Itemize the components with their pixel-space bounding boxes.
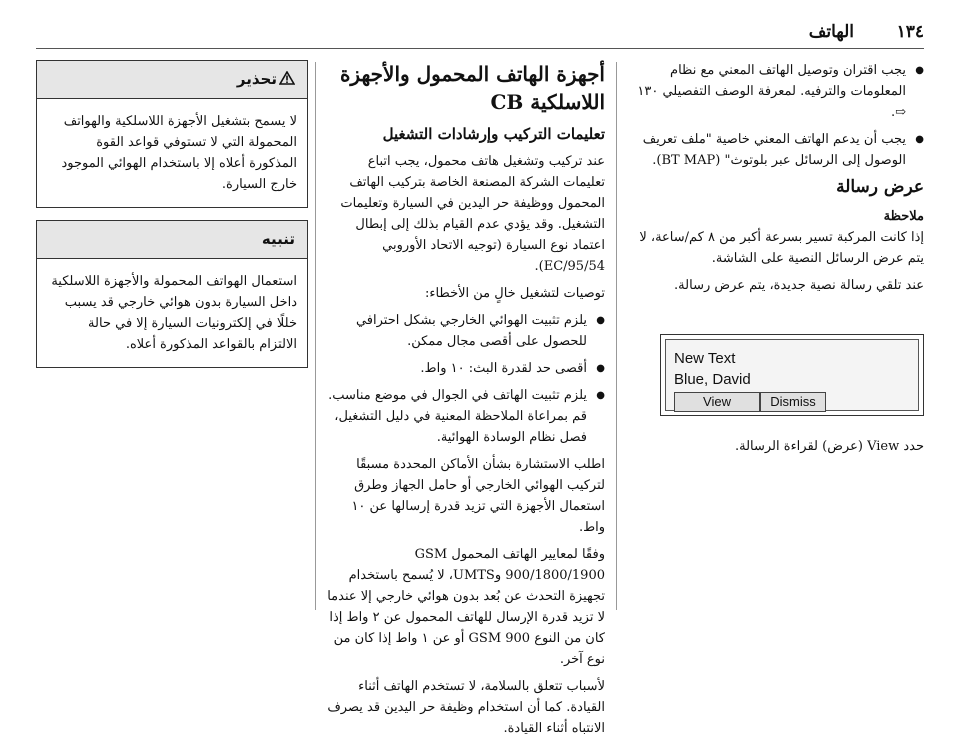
dismiss-button: Dismiss bbox=[760, 392, 826, 412]
section-title: أجهزة الهاتف المحمول والأجهزة اللاسلكية CB bbox=[339, 62, 605, 114]
caution-text: استعمال الهواتف المحمولة والأجهزة اللاسلكية داخل السيارة بدون هوائي خارجي قد يسبب خللًا في إلكترونيات السيارة إلا في حالة الالتزام بالقواعد المذكورة أعلاه. bbox=[51, 274, 297, 352]
column-divider-right bbox=[616, 62, 617, 610]
column-divider-left bbox=[315, 62, 316, 610]
list-item: ● يجب أن يدعم الهاتف المعني خاصية "ملف تعريف الوصول إلى الرسائل عبر بلوتوث" (BT MAP). bbox=[632, 129, 924, 171]
left-column bbox=[36, 60, 308, 380]
screen-display bbox=[665, 339, 919, 411]
screen-sender-name: Blue, David bbox=[674, 371, 751, 388]
warning-heading: تحذير bbox=[236, 70, 277, 88]
message-screen-illustration bbox=[660, 334, 924, 416]
note-text: إذا كانت المركبة تسير بسرعة أكبر من ٨ كم/ساعة، لا يتم عرض الرسائل النصية على الشاشة. bbox=[639, 230, 924, 266]
recommendations-list bbox=[325, 310, 605, 448]
select-view-text: حدد View (عرض) لقراءة الرسالة. bbox=[734, 439, 924, 454]
caution-box bbox=[36, 220, 308, 368]
paragraph: وفقًا لمعايير الهاتف المحمول GSM 900/1800/1900 وUMTS، لا يُسمح باستخدام تجهيزة التحدث عن بُعد بدون هوائي خارجي إلا عندما لا تزيد قدرة الإرسال للهاتف المحمول عن ٢ واط إذا كان من النوع GSM 900 أو عن ١ واط إذا كان من نوع آخر. bbox=[327, 547, 605, 667]
list-item: ● يلزم تثبيت الهوائي الخارجي بشكل احترافي للحصول على أقصى مجال ممكن. bbox=[325, 310, 605, 352]
list-item: ● يجب اقتران وتوصيل الهاتف المعني مع نظام المعلومات والترفيه. لمعرفة الوصف التفصيلي ١٣٠ ⇨. bbox=[632, 60, 924, 123]
view-button: View bbox=[674, 392, 760, 412]
warning-header bbox=[37, 61, 307, 99]
paragraph: عند تركيب وتشغيل هاتف محمول، يجب اتباع تعليمات الشركة المصنعة الخاصة بتركيب الهاتف المحمول ووظيفة حر اليدين في السيارة وتعليمات التشغيل. وقد يؤدي عدم القيام بذلك إلى إبطال اعتماد نوع السيارة (توجيه الاتحاد الأوروبي 95/54/EC). bbox=[340, 154, 605, 274]
list-item: ● أقصى حد لقدرة البث: ١٠ واط. bbox=[325, 358, 605, 379]
page-number: ١٣٤ bbox=[896, 22, 924, 42]
incoming-message-text: عند تلقي رسالة نصية جديدة، يتم عرض رسالة. bbox=[674, 278, 924, 293]
screen-new-text-label: New Text bbox=[674, 350, 736, 367]
paragraph: اطلب الاستشارة بشأن الأماكن المحددة مسبقًا لتركيب الهوائي الخارجي أو حامل الجهاز وطرق استعمال الأجهزة التي تزيد قدرة إرسالها عن ١٠ واط. bbox=[351, 457, 605, 535]
subsection-title: تعليمات التركيب وإرشادات التشغيل bbox=[382, 125, 605, 143]
paragraph: توصيات لتشغيل خالٍ من الأخطاء: bbox=[424, 286, 605, 301]
page-title: الهاتف bbox=[808, 22, 854, 42]
warning-box bbox=[36, 60, 308, 208]
warning-text: لا يسمح بتشغيل الأجهزة اللاسلكية والهواتف المحمولة التي لا تستوفي قواعد القوة المذكورة أعلاه إلا باستخدام الهوائي الموجود خارج السيارة. bbox=[61, 114, 297, 192]
paragraph: لأسباب تتعلق بالسلامة، لا تستخدم الهاتف أثناء القيادة. كما أن استخدام وظيفة حر اليدين قد يصرف الانتباه أثناء القيادة. bbox=[327, 679, 605, 736]
requirements-list bbox=[632, 60, 924, 171]
right-column bbox=[632, 60, 924, 463]
note-heading: ملاحظة bbox=[883, 209, 924, 224]
caution-heading: تنبيه bbox=[37, 221, 307, 259]
page-header bbox=[36, 22, 924, 44]
section-heading: عرض رسالة bbox=[836, 177, 924, 197]
list-item: ● يلزم تثبيت الهاتف في الجوال في موضع مناسب. قم بمراعاة الملاحظة المعنية في دليل التشغيل، فصل نظام الوسادة الهوائية. bbox=[325, 385, 605, 448]
warning-triangle-icon bbox=[279, 71, 295, 85]
header-rule bbox=[36, 48, 924, 49]
middle-column bbox=[325, 60, 605, 745]
